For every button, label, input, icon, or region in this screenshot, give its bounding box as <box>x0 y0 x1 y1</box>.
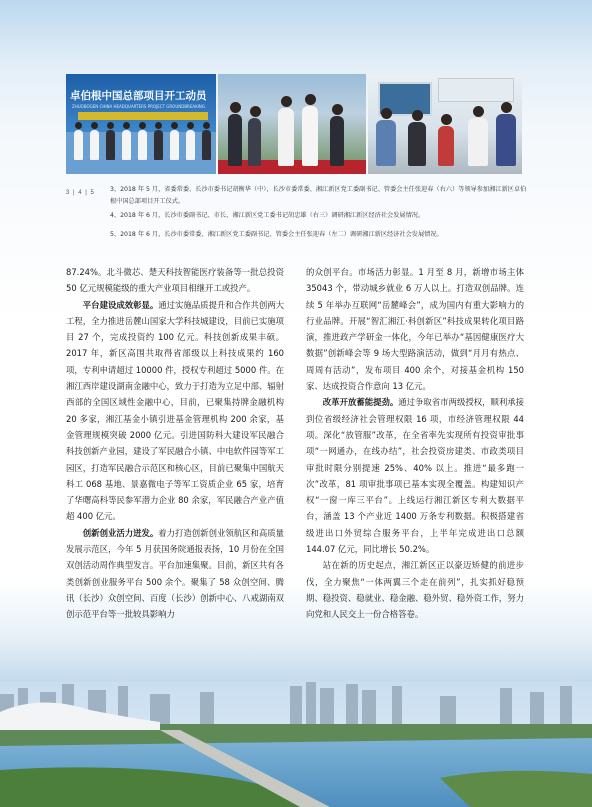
paragraph <box>66 297 284 525</box>
banner-title: 卓伯根中国总部项目开工动员 <box>70 90 207 102</box>
person <box>278 108 294 166</box>
caption-item: 3、2018 年 5 月，省委常委、长沙市委书记胡衡华（中），长沙市委常委、湘江新区党工委副书记、管委会主任张迎春（右六）等领导参加湘江新区卓伯根中国总部项目开工仪式。 <box>110 186 527 205</box>
person <box>74 130 83 160</box>
paragraph <box>306 394 524 557</box>
paragraph <box>66 525 284 623</box>
person <box>330 116 344 166</box>
photo-lab-visit <box>368 74 522 174</box>
city-skyline-photo <box>0 682 592 807</box>
paragraph: 的众创平台。市场活力彰显。1 月至 8 月，新增市场主体 35043 个，带动城乡就业 6 万人以上。打造双创品牌。连续 5 年举办互联网“岳麓峰会”，成为国内有重大影响力的行业品牌。开展“智汇湘江·科创新区”科技成果转化项目路演，推进政产学研金一体化，今年已举办“基因健康医疗大数据”创新峰会等 9 场大型路演活动，做到“月月有热点、周周有活动”，发布项目 400 余个，对接基金机构 150 家、达成投资合作意向 13 亿元。 <box>306 267 524 392</box>
person <box>106 130 115 160</box>
person <box>376 120 396 166</box>
paragraph-text: 着力打造创新创业领航区和高质量发展示范区，今年 5 月获国务院通报表扬，10 月份在全国双创活动周作典型发言。平台加速集聚。目前，新区共有各类创新创业服务平台 500 余个。聚集了 58 众创空间、腾讯（长沙）众创空间、百度（长沙）创新中心、八戒湖南双创示范平台等一批较具影响力 <box>66 527 285 620</box>
banner-subtitle: ZHUOBOGEN CHINA HEADQUARTERS PROJECT GROUNDBREAKING <box>72 104 205 109</box>
photo-numbers: 3 | 4 | 5 <box>66 190 95 196</box>
person <box>138 130 147 160</box>
person <box>170 130 179 160</box>
photo-strip <box>66 74 522 174</box>
person <box>90 130 99 160</box>
person <box>248 118 261 166</box>
person <box>154 130 163 160</box>
person <box>468 118 488 166</box>
caption-item: 4、2018 年 6 月，长沙市委副书记、市长、湘江新区党工委书记胡忠雄（右三）调研湘江新区经济社会发展情况。 <box>110 212 425 219</box>
caption-item: 5、2018 年 6 月，长沙市委常委、湘江新区党工委副书记、管委会主任张迎春（左二）调研湘江新区经济社会发展情况。 <box>110 231 443 238</box>
paragraph-text: 通过争取省市两级授权，顺利承接到位省级经济社会管理权限 16 项，市经济管理权限 44 项。深化“放管服”改革，在全省率先实现所有投资审批事项“一网通办，在线办结”，社会投资房建类、市政类项目审批时限分别提速 25%、40% 以上。推进“最多跑一次”改革，81 项审批事项已基本实现全覆盖。构建知识产权“一窗一库三平台”。上线运行湘江新区专利大数据平台，涵盖 13 个产业近 1400 万条专利数据。积极搭建省级进出口外贸综合服务平台，上半年完成进出口总额 144.07 亿元，同比增长 50.2%。 <box>306 397 525 555</box>
right-column <box>306 264 524 623</box>
person <box>302 106 318 166</box>
photo-inspection-site <box>218 74 366 174</box>
paragraph: 87.24%。北斗微芯、楚天科技智能医疗装备等一批总投资 50 亿元规模能级的重大产业项目相继开工或投产。 <box>66 267 284 294</box>
section-heading: 创新创业活力迸发。 <box>82 527 159 538</box>
person <box>408 122 426 166</box>
photo-groundbreaking-ceremony <box>66 74 216 174</box>
person <box>186 130 195 160</box>
left-column <box>66 264 284 623</box>
section-heading: 平台建设成效彰显。 <box>82 299 159 310</box>
person <box>228 114 242 166</box>
section-heading: 改革开放蓄能提劲。 <box>322 397 399 408</box>
paragraph-text: 通过实施品质提升和合作共创两大工程，全力推进岳麓山国家大学科技城建设，目前已实施项目 27 个，完成投资约 100 亿元。科技创新成果丰硕。2017 年，新区高围共取得省部级以上科技成果约 160 项，专利申请超过 10000 件，授权专利超过 5000 件。在湘江西岸建设湖南金融中心，致力于打造为立足中部、辐射西部的全国区域性金融中心，目前，已聚集持牌金融机构 20 多家，湘江基金小镇引进基金管理机构 200 余家，基金管理规模突破 2000 亿元。引进国防科大建设军民融合科技创新产业园，建设了军民融合小镇、中电软件园等军工园区，打造军民融合示范区和核心区，目前已聚集中国航天科工 068 基地、景嘉微电子等军工资质企业 65 家，培育了华曙高科等民参军潜力企业 80 余家，军民融合产业产值超 400 亿元。 <box>66 299 285 522</box>
skyline-illustration <box>0 682 592 807</box>
paragraph: 站在新的历史起点，湘江新区正以豪迈矫健的前进步伐，全力聚焦“一体两翼三个走在前列”，扎实抓好稳预期、稳投资、稳就业、稳金融、稳外贸、稳外资工作，努力向党和人民交上一份合格答卷。 <box>306 560 524 620</box>
banner-stripe <box>78 112 208 120</box>
person <box>122 130 131 160</box>
display-panel <box>438 78 514 102</box>
person <box>496 114 516 166</box>
person <box>438 126 454 166</box>
person <box>202 130 211 160</box>
